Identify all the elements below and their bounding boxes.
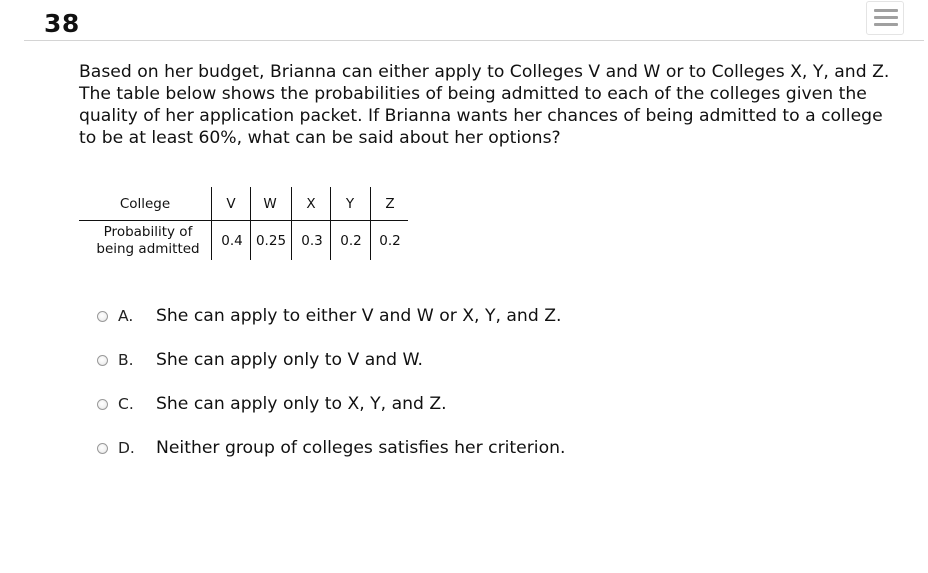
radio-button[interactable] — [97, 443, 108, 454]
choice-letter: A. — [118, 307, 134, 325]
choice-c[interactable] — [97, 392, 697, 416]
table-divider — [330, 187, 331, 260]
table-col-header: W — [263, 195, 277, 212]
question-number: 38 — [44, 9, 80, 38]
table-col-header: Z — [385, 195, 395, 212]
table-value: 0.25 — [255, 233, 287, 249]
choice-text: She can apply only to X, Y, and Z. — [156, 394, 447, 414]
table-row-label — [79, 222, 217, 260]
choice-letter: B. — [118, 351, 134, 369]
choice-a[interactable] — [97, 304, 697, 328]
table-col-header: V — [226, 195, 236, 212]
table-col-header: X — [306, 195, 316, 212]
header-divider — [24, 40, 924, 41]
radio-button[interactable] — [97, 399, 108, 410]
question-text: Based on her budget, Brianna can either apply to Colleges V and W or to Colleges X, Y, and Z. The table below shows the probabilities of being admitted to each of the colleges given the quality of her application packet. If Brianna wants her chances of being admitted to a college to be at least 60%, what can be said about her options? — [79, 62, 890, 148]
menu-button[interactable] — [866, 1, 904, 35]
choice-d[interactable] — [97, 436, 697, 460]
row-label-line-2: being admitted — [96, 241, 200, 257]
table-divider — [211, 187, 212, 260]
table-divider — [250, 187, 251, 260]
table-value: 0.2 — [379, 233, 401, 249]
table-col-header: Y — [345, 195, 355, 212]
radio-button[interactable] — [97, 311, 108, 322]
choice-text: She can apply to either V and W or X, Y, and Z. — [156, 306, 562, 326]
row-label-line-1: Probability of — [103, 224, 193, 240]
choice-letter: C. — [118, 395, 134, 413]
table-value: 0.4 — [221, 233, 243, 249]
table-value: 0.3 — [301, 233, 323, 249]
choice-text: Neither group of colleges satisfies her criterion. — [156, 438, 566, 458]
table-divider — [291, 187, 292, 260]
choice-b[interactable] — [97, 348, 697, 372]
radio-button[interactable] — [97, 355, 108, 366]
table-divider — [79, 220, 408, 221]
table-value: 0.2 — [340, 233, 362, 249]
choice-text: She can apply only to V and W. — [156, 350, 423, 370]
table-header-label: College — [119, 195, 171, 212]
table-divider — [370, 187, 371, 260]
choice-letter: D. — [118, 439, 135, 457]
